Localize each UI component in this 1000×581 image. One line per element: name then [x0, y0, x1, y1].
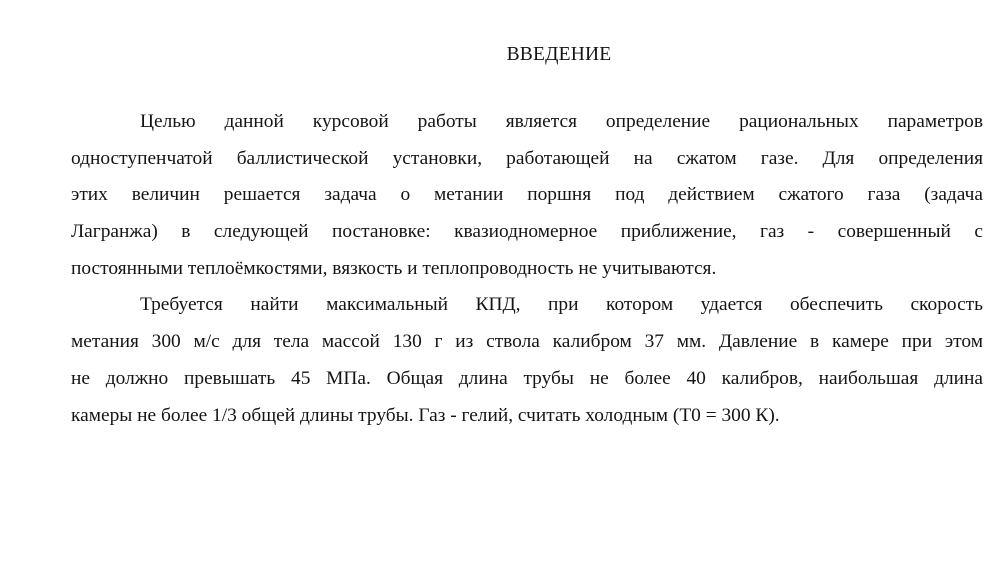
paragraph-line: не должно превышать 45 МПа. Общая длина трубы не более 40 калибров, наибольшая длина	[71, 367, 983, 389]
document-body	[71, 104, 983, 434]
paragraph-line: Требуется найти максимальный КПД, при котором удается обеспечить скорость	[140, 294, 983, 316]
paragraph-line: одноступенчатой баллистической установки, работающей на сжатом газе. Для определения	[71, 147, 983, 169]
paragraph-task	[71, 287, 983, 434]
paragraph-line: этих величин решается задача о метании поршня под действием сжатого газа (задача	[71, 184, 983, 206]
section-heading: ВВЕДЕНИЕ	[506, 44, 612, 65]
paragraph-goal	[71, 104, 983, 287]
paragraph-line: постоянными теплоёмкостями, вязкость и теплопроводность не учитываются.	[71, 257, 717, 279]
paragraph-line: камеры не более 1/3 общей длины трубы. Газ - гелий, считать холодным (T0 = 300 К).	[71, 404, 780, 426]
paragraph-line: Лагранжа) в следующей постановке: квазиодномерное приближение, газ - совершенный с	[71, 221, 983, 243]
paragraph-line: метания 300 м/с для тела массой 130 г из ствола калибром 37 мм. Давление в камере при этом	[71, 331, 983, 353]
paragraph-line: Целью данной курсовой работы является определение рациональных параметров	[140, 111, 983, 132]
